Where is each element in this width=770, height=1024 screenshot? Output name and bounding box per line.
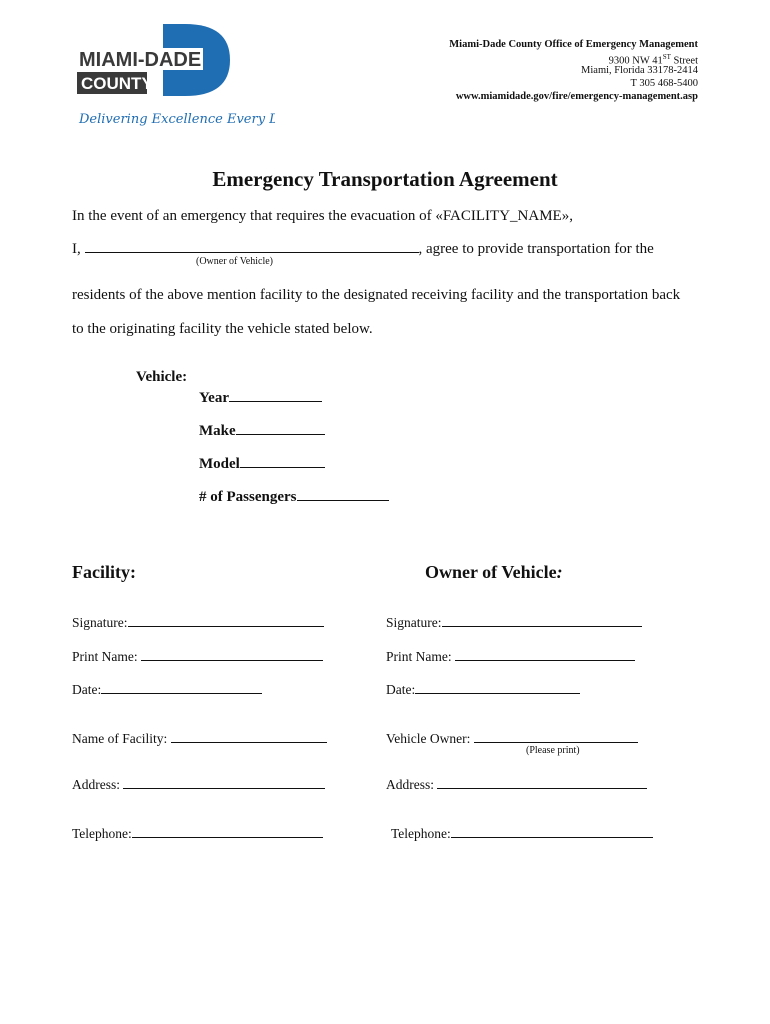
- facility-address-line[interactable]: [123, 774, 325, 789]
- body-line2: I, , agree to provide transportation for the: [72, 238, 654, 258]
- owner-print-name: Print Name:: [386, 646, 635, 665]
- facility-date-line[interactable]: [101, 679, 262, 694]
- facility-print-name-line[interactable]: [141, 646, 323, 661]
- passengers-line[interactable]: [297, 486, 389, 501]
- vehicle-model: Model: [199, 453, 325, 473]
- header-city: Miami, Florida 33178-2414: [581, 65, 698, 76]
- owner-telephone-line[interactable]: [451, 823, 653, 838]
- facility-telephone-line[interactable]: [132, 823, 323, 838]
- model-line[interactable]: [240, 453, 325, 468]
- body-line1: In the event of an emergency that requires the evacuation of «FACILITY_NAME»,: [72, 208, 573, 224]
- header-org: Miami-Dade County Office of Emergency Management: [449, 39, 698, 50]
- facility-telephone: Telephone:: [72, 823, 323, 842]
- vehicle-year: Year: [199, 387, 322, 407]
- owner-heading: Owner of Vehicle:: [425, 562, 563, 582]
- logo-line1: MIAMI-DADE: [79, 49, 202, 71]
- owner-caption: (Owner of Vehicle): [196, 256, 274, 267]
- document-title: Emergency Transportation Agreement: [212, 167, 558, 191]
- owner-signature-line[interactable]: [442, 612, 642, 627]
- owner-print-name-line[interactable]: [455, 646, 635, 661]
- owner-date-line[interactable]: [415, 679, 580, 694]
- owner-address-line[interactable]: [437, 774, 647, 789]
- vehicle-make: Make: [199, 420, 325, 440]
- facility-address: Address:: [72, 774, 325, 793]
- header-web: www.miamidade.gov/fire/emergency-management.asp: [455, 91, 698, 102]
- facility-print-name: Print Name:: [72, 646, 323, 665]
- vehicle-heading: Vehicle:: [136, 369, 188, 385]
- make-line[interactable]: [236, 420, 325, 435]
- facility-date: Date:: [72, 679, 262, 698]
- body-line3: residents of the above mention facility to the designated receiving facility and the transportation back: [72, 287, 681, 303]
- header-street: 9300 NW 41ST Street: [608, 53, 698, 67]
- owner-signature: Signature:: [386, 612, 642, 631]
- facility-signature-line[interactable]: [128, 612, 324, 627]
- facility-heading: Facility:: [72, 562, 136, 582]
- owner-vehicle-owner: Vehicle Owner:: [386, 728, 638, 747]
- year-line[interactable]: [229, 387, 322, 402]
- header-phone: T 305 468-5400: [630, 78, 698, 89]
- owner-name-line[interactable]: [85, 238, 419, 253]
- owner-address: Address:: [386, 774, 647, 793]
- body-line4: to the originating facility the vehicle stated below.: [72, 321, 373, 337]
- miami-dade-logo: [75, 22, 275, 134]
- facility-signature: Signature:: [72, 612, 324, 631]
- logo-graphic: [75, 22, 275, 134]
- facility-name-of-facility: Name of Facility:: [72, 728, 327, 747]
- owner-vehicle-owner-line[interactable]: [474, 728, 638, 743]
- please-print-caption: (Please print): [526, 745, 580, 756]
- vehicle-passengers: # of Passengers: [199, 486, 389, 506]
- logo-tagline: Delivering Excellence Every Day: [79, 112, 275, 127]
- facility-name-line[interactable]: [171, 728, 327, 743]
- owner-date: Date:: [386, 679, 580, 698]
- logo-line2: COUNTY: [81, 74, 153, 93]
- owner-telephone: Telephone:: [391, 823, 653, 842]
